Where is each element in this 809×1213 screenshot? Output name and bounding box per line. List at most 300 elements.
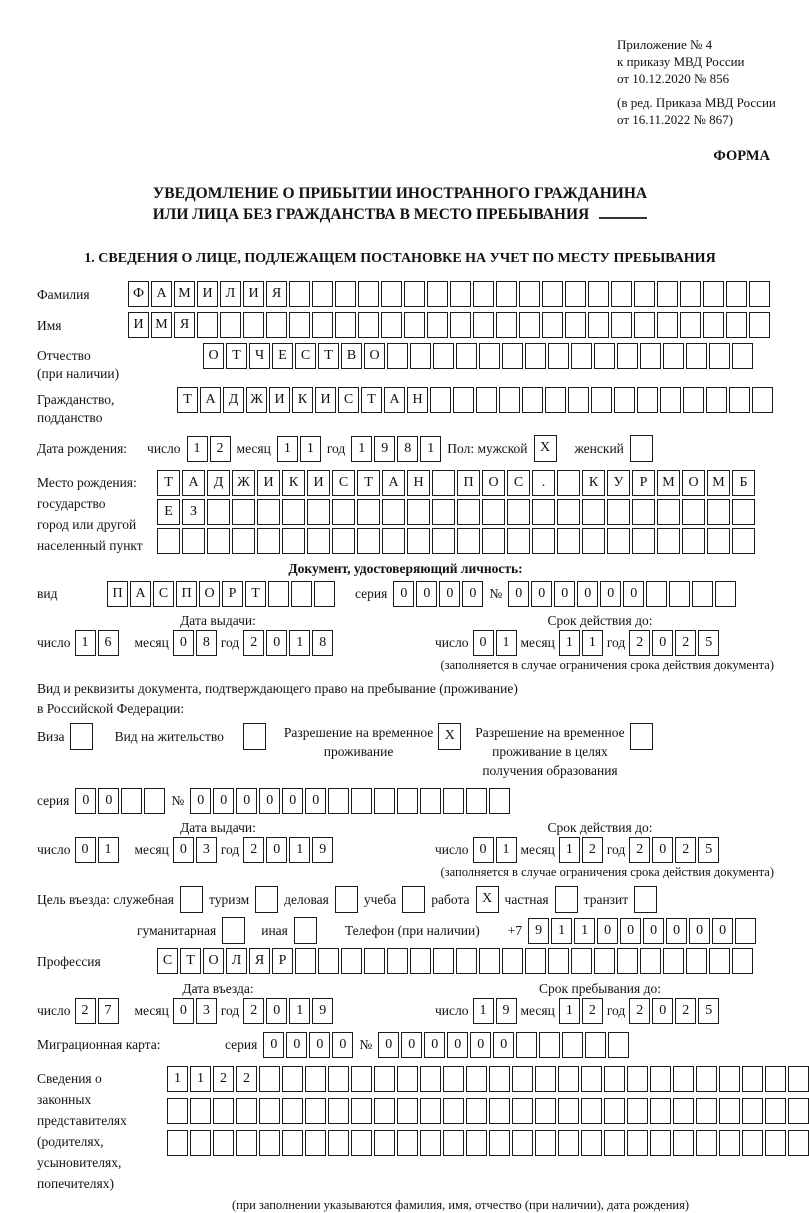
char-cell[interactable] [453,387,474,413]
char-cell[interactable] [220,312,241,338]
char-cell[interactable] [555,886,578,913]
char-cell[interactable]: 1 [559,837,580,863]
char-cell[interactable] [627,1098,648,1124]
char-cell[interactable] [473,312,494,338]
temp-residence-edu-checkbox[interactable] [630,723,653,750]
char-cell[interactable] [735,918,756,944]
char-cell[interactable]: А [200,387,221,413]
char-cell[interactable] [402,886,425,913]
char-cell[interactable] [788,1098,809,1124]
char-cell[interactable]: С [295,343,316,369]
char-cell[interactable] [703,312,724,338]
char-cell[interactable]: 2 [582,998,603,1024]
char-cell[interactable]: О [203,948,224,974]
char-cell[interactable] [374,1098,395,1124]
char-cell[interactable] [479,948,500,974]
char-cell[interactable]: 0 [600,581,621,607]
char-cell[interactable] [646,581,667,607]
char-cell[interactable]: 1 [582,630,603,656]
char-cell[interactable]: Л [226,948,247,974]
char-cell[interactable] [581,1130,602,1156]
char-cell[interactable]: 2 [243,837,264,863]
char-cell[interactable] [715,581,736,607]
char-cell[interactable] [637,387,658,413]
char-cell[interactable]: 0 [75,788,96,814]
char-cell[interactable]: 0 [712,918,733,944]
char-cell[interactable]: 0 [286,1032,307,1058]
char-cell[interactable]: К [282,470,305,496]
char-cell[interactable] [457,499,480,525]
char-cell[interactable] [489,788,510,814]
char-cell[interactable]: 1 [289,998,310,1024]
char-cell[interactable]: Ж [232,470,255,496]
char-cell[interactable] [558,1098,579,1124]
char-cell[interactable] [382,528,405,554]
char-cell[interactable] [167,1130,188,1156]
char-cell[interactable] [673,1130,694,1156]
char-cell[interactable] [268,581,289,607]
char-cell[interactable] [507,528,530,554]
char-cell[interactable]: 1 [551,918,572,944]
char-cell[interactable]: А [382,470,405,496]
char-cell[interactable]: 3 [196,837,217,863]
char-cell[interactable] [535,1098,556,1124]
char-cell[interactable] [374,1066,395,1092]
char-cell[interactable] [707,499,730,525]
char-cell[interactable] [466,1066,487,1092]
char-cell[interactable]: Е [157,499,180,525]
char-cell[interactable] [557,528,580,554]
char-cell[interactable]: 0 [597,918,618,944]
char-cell[interactable] [611,281,632,307]
char-cell[interactable] [765,1066,786,1092]
char-cell[interactable]: И [257,470,280,496]
char-cell[interactable]: 0 [173,998,194,1024]
char-cell[interactable]: Ф [128,281,149,307]
char-cell[interactable] [332,499,355,525]
char-cell[interactable] [607,499,630,525]
char-cell[interactable] [719,1098,740,1124]
char-cell[interactable]: 0 [508,581,529,607]
char-cell[interactable] [307,499,330,525]
char-cell[interactable] [726,281,747,307]
char-cell[interactable] [312,281,333,307]
char-cell[interactable]: 1 [289,630,310,656]
char-cell[interactable] [657,312,678,338]
char-cell[interactable] [456,948,477,974]
char-cell[interactable] [682,528,705,554]
char-cell[interactable] [604,1130,625,1156]
char-cell[interactable] [732,343,753,369]
char-cell[interactable]: 0 [531,581,552,607]
char-cell[interactable]: И [243,281,264,307]
char-cell[interactable] [571,343,592,369]
char-cell[interactable]: В [341,343,362,369]
char-cell[interactable]: 1 [559,998,580,1024]
char-cell[interactable] [729,387,750,413]
char-cell[interactable]: Н [407,387,428,413]
char-cell[interactable]: 6 [98,630,119,656]
char-cell[interactable]: 0 [266,998,287,1024]
char-cell[interactable] [357,499,380,525]
char-cell[interactable] [335,312,356,338]
male-checkbox[interactable] [534,435,557,462]
char-cell[interactable]: Т [177,387,198,413]
char-cell[interactable]: 0 [620,918,641,944]
char-cell[interactable] [749,281,770,307]
char-cell[interactable] [450,281,471,307]
char-cell[interactable] [259,1130,280,1156]
char-cell[interactable]: 1 [75,630,96,656]
char-cell[interactable]: О [682,470,705,496]
char-cell[interactable] [351,1066,372,1092]
char-cell[interactable] [420,1098,441,1124]
char-cell[interactable] [557,499,580,525]
char-cell[interactable] [650,1130,671,1156]
char-cell[interactable] [282,528,305,554]
char-cell[interactable] [680,312,701,338]
char-cell[interactable]: 0 [236,788,257,814]
char-cell[interactable]: 0 [98,788,119,814]
char-cell[interactable] [433,948,454,974]
char-cell[interactable] [351,788,372,814]
char-cell[interactable] [243,723,266,750]
char-cell[interactable]: С [153,581,174,607]
char-cell[interactable]: 0 [75,837,96,863]
char-cell[interactable]: А [151,281,172,307]
char-cell[interactable] [489,1098,510,1124]
char-cell[interactable] [328,1098,349,1124]
char-cell[interactable] [709,948,730,974]
char-cell[interactable] [627,1066,648,1092]
char-cell[interactable] [749,312,770,338]
char-cell[interactable] [732,948,753,974]
char-cell[interactable]: 2 [675,630,696,656]
char-cell[interactable] [456,343,477,369]
char-cell[interactable] [765,1130,786,1156]
char-cell[interactable]: Т [318,343,339,369]
char-cell[interactable]: 1 [289,837,310,863]
char-cell[interactable]: 2 [675,998,696,1024]
char-cell[interactable]: 9 [312,998,333,1024]
char-cell[interactable]: 0 [266,837,287,863]
purpose-private-checkbox[interactable] [555,886,578,913]
char-cell[interactable]: 2 [243,998,264,1024]
char-cell[interactable] [190,1098,211,1124]
char-cell[interactable]: 0 [493,1032,514,1058]
char-cell[interactable] [594,343,615,369]
char-cell[interactable] [627,1130,648,1156]
char-cell[interactable] [706,387,727,413]
char-cell[interactable] [732,499,755,525]
char-cell[interactable] [632,528,655,554]
char-cell[interactable] [70,723,93,750]
char-cell[interactable] [683,387,704,413]
char-cell[interactable] [634,281,655,307]
char-cell[interactable]: Ч [249,343,270,369]
char-cell[interactable] [443,1066,464,1092]
char-cell[interactable] [420,1130,441,1156]
char-cell[interactable] [410,948,431,974]
char-cell[interactable]: К [292,387,313,413]
char-cell[interactable]: . [532,470,555,496]
char-cell[interactable]: 1 [300,436,321,462]
char-cell[interactable]: Я [266,281,287,307]
char-cell[interactable] [420,788,441,814]
char-cell[interactable]: М [151,312,172,338]
char-cell[interactable]: Т [245,581,266,607]
char-cell[interactable]: 2 [675,837,696,863]
char-cell[interactable] [144,788,165,814]
char-cell[interactable] [307,528,330,554]
char-cell[interactable]: 0 [473,837,494,863]
char-cell[interactable] [427,312,448,338]
char-cell[interactable]: И [307,470,330,496]
char-cell[interactable]: 0 [424,1032,445,1058]
char-cell[interactable] [640,948,661,974]
char-cell[interactable] [236,1130,257,1156]
char-cell[interactable] [548,948,569,974]
char-cell[interactable] [614,387,635,413]
char-cell[interactable] [255,886,278,913]
char-cell[interactable] [314,581,335,607]
char-cell[interactable] [482,528,505,554]
char-cell[interactable]: 2 [629,630,650,656]
char-cell[interactable] [686,343,707,369]
char-cell[interactable] [673,1066,694,1092]
char-cell[interactable] [291,581,312,607]
char-cell[interactable] [669,581,690,607]
char-cell[interactable]: 1 [559,630,580,656]
char-cell[interactable]: 7 [98,998,119,1024]
char-cell[interactable]: 9 [496,998,517,1024]
char-cell[interactable]: 0 [263,1032,284,1058]
purpose-work-checkbox[interactable] [476,886,499,913]
char-cell[interactable] [680,281,701,307]
char-cell[interactable]: 2 [236,1066,257,1092]
char-cell[interactable] [328,1130,349,1156]
char-cell[interactable] [512,1098,533,1124]
char-cell[interactable]: 1 [496,837,517,863]
char-cell[interactable] [121,788,142,814]
char-cell[interactable] [630,723,653,750]
char-cell[interactable] [430,387,451,413]
char-cell[interactable]: 2 [75,998,96,1024]
char-cell[interactable]: Л [220,281,241,307]
char-cell[interactable]: 0 [439,581,460,607]
char-cell[interactable] [660,387,681,413]
char-cell[interactable] [207,528,230,554]
char-cell[interactable] [364,948,385,974]
char-cell[interactable] [397,1066,418,1092]
char-cell[interactable] [632,499,655,525]
char-cell[interactable] [289,312,310,338]
char-cell[interactable]: О [199,581,220,607]
char-cell[interactable]: 0 [282,788,303,814]
char-cell[interactable] [305,1130,326,1156]
char-cell[interactable] [443,788,464,814]
char-cell[interactable] [496,281,517,307]
char-cell[interactable] [466,788,487,814]
char-cell[interactable] [489,1130,510,1156]
char-cell[interactable] [726,312,747,338]
char-cell[interactable] [374,788,395,814]
char-cell[interactable] [404,281,425,307]
char-cell[interactable] [489,1066,510,1092]
purpose-tourism-checkbox[interactable] [255,886,278,913]
char-cell[interactable] [719,1066,740,1092]
char-cell[interactable] [341,948,362,974]
char-cell[interactable] [213,1130,234,1156]
char-cell[interactable] [532,499,555,525]
char-cell[interactable] [457,528,480,554]
char-cell[interactable]: 0 [393,581,414,607]
char-cell[interactable]: А [384,387,405,413]
char-cell[interactable]: И [315,387,336,413]
char-cell[interactable]: 1 [98,837,119,863]
char-cell[interactable] [663,948,684,974]
char-cell[interactable] [582,528,605,554]
char-cell[interactable]: С [338,387,359,413]
char-cell[interactable]: 0 [173,837,194,863]
char-cell[interactable]: 0 [689,918,710,944]
char-cell[interactable]: О [203,343,224,369]
char-cell[interactable] [565,312,586,338]
female-checkbox[interactable] [630,435,653,462]
char-cell[interactable]: 0 [416,581,437,607]
char-cell[interactable] [548,343,569,369]
char-cell[interactable] [502,343,523,369]
char-cell[interactable]: Н [407,470,430,496]
char-cell[interactable]: 2 [243,630,264,656]
char-cell[interactable]: 1 [574,918,595,944]
char-cell[interactable] [585,1032,606,1058]
char-cell[interactable]: 0 [401,1032,422,1058]
char-cell[interactable]: 9 [528,918,549,944]
char-cell[interactable]: Т [361,387,382,413]
char-cell[interactable]: Т [157,470,180,496]
char-cell[interactable]: 5 [698,998,719,1024]
char-cell[interactable] [696,1066,717,1092]
char-cell[interactable]: 3 [196,998,217,1024]
char-cell[interactable]: 8 [196,630,217,656]
char-cell[interactable] [742,1066,763,1092]
char-cell[interactable]: Р [272,948,293,974]
char-cell[interactable]: А [130,581,151,607]
char-cell[interactable] [630,435,653,462]
char-cell[interactable]: Б [732,470,755,496]
char-cell[interactable] [410,343,431,369]
char-cell[interactable] [222,917,245,944]
purpose-official-checkbox[interactable] [180,886,203,913]
char-cell[interactable]: Е [272,343,293,369]
char-cell[interactable] [232,499,255,525]
char-cell[interactable] [432,470,455,496]
purpose-business-checkbox[interactable] [335,886,358,913]
char-cell[interactable] [640,343,661,369]
char-cell[interactable] [571,948,592,974]
purpose-transit-checkbox[interactable] [634,886,657,913]
char-cell[interactable] [294,917,317,944]
char-cell[interactable] [588,281,609,307]
char-cell[interactable] [525,948,546,974]
char-cell[interactable] [525,343,546,369]
char-cell[interactable]: М [707,470,730,496]
char-cell[interactable] [634,312,655,338]
char-cell[interactable] [259,1098,280,1124]
char-cell[interactable] [213,1098,234,1124]
char-cell[interactable] [499,387,520,413]
char-cell[interactable] [232,528,255,554]
char-cell[interactable] [594,948,615,974]
char-cell[interactable]: П [176,581,197,607]
char-cell[interactable] [650,1066,671,1092]
char-cell[interactable] [387,343,408,369]
char-cell[interactable] [476,387,497,413]
char-cell[interactable]: 0 [332,1032,353,1058]
char-cell[interactable]: З [182,499,205,525]
char-cell[interactable]: 8 [312,630,333,656]
char-cell[interactable] [466,1130,487,1156]
char-cell[interactable] [167,1098,188,1124]
char-cell[interactable] [443,1130,464,1156]
char-cell[interactable] [535,1066,556,1092]
char-cell[interactable]: 0 [652,630,673,656]
char-cell[interactable]: 1 [420,436,441,462]
char-cell[interactable]: 2 [582,837,603,863]
char-cell[interactable]: X [438,723,461,750]
char-cell[interactable] [562,1032,583,1058]
char-cell[interactable]: 1 [167,1066,188,1092]
char-cell[interactable]: 2 [210,436,231,462]
char-cell[interactable]: 0 [577,581,598,607]
char-cell[interactable] [604,1098,625,1124]
char-cell[interactable]: Я [174,312,195,338]
char-cell[interactable]: 0 [309,1032,330,1058]
char-cell[interactable] [581,1098,602,1124]
char-cell[interactable] [557,470,580,496]
purpose-humanitarian-checkbox[interactable] [222,917,245,944]
char-cell[interactable] [703,281,724,307]
char-cell[interactable]: 2 [629,837,650,863]
char-cell[interactable] [558,1066,579,1092]
char-cell[interactable] [608,1032,629,1058]
char-cell[interactable]: 0 [652,998,673,1024]
char-cell[interactable]: И [128,312,149,338]
char-cell[interactable]: 2 [213,1066,234,1092]
char-cell[interactable]: 1 [277,436,298,462]
char-cell[interactable]: 9 [374,436,395,462]
char-cell[interactable] [289,281,310,307]
char-cell[interactable]: 0 [623,581,644,607]
char-cell[interactable] [707,528,730,554]
char-cell[interactable]: 0 [554,581,575,607]
char-cell[interactable] [358,281,379,307]
char-cell[interactable] [482,499,505,525]
char-cell[interactable]: Я [249,948,270,974]
char-cell[interactable]: П [457,470,480,496]
char-cell[interactable] [312,312,333,338]
char-cell[interactable] [686,948,707,974]
char-cell[interactable]: Р [632,470,655,496]
char-cell[interactable]: 1 [496,630,517,656]
char-cell[interactable] [591,387,612,413]
char-cell[interactable] [788,1130,809,1156]
char-cell[interactable] [335,886,358,913]
char-cell[interactable]: X [534,435,557,462]
char-cell[interactable] [335,281,356,307]
char-cell[interactable] [752,387,773,413]
